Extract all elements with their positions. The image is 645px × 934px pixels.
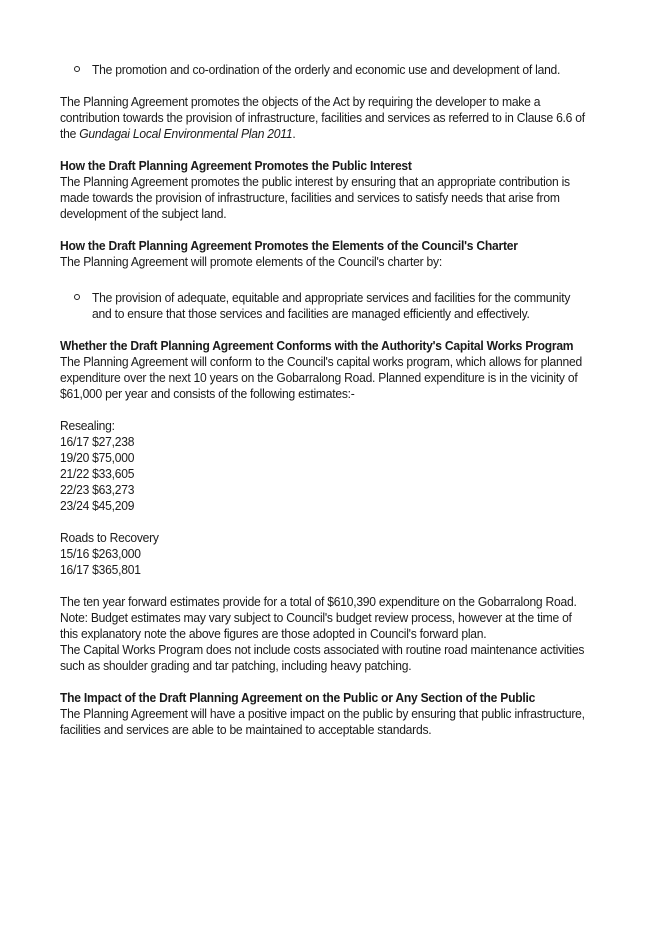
paragraph-line: The Capital Works Program does not include costs associated with routine road maintenance activities (60, 643, 585, 657)
list-label: Roads to Recovery (60, 531, 159, 545)
text-fragment: the (60, 127, 80, 141)
paragraph-line: $61,000 per year and consists of the following estimates:- (60, 387, 355, 401)
paragraph-line (60, 126, 574, 142)
bullet-text (92, 62, 580, 78)
list-item: 15/16 $263,000 (60, 547, 141, 561)
bullet-icon (74, 66, 80, 72)
list-item: 16/17 $27,238 (60, 435, 135, 449)
paragraph-line: The Planning Agreement promotes the objects of the Act by requiring the developer to make a (60, 95, 541, 109)
bullet-line: The promotion and co-ordination of the orderly and economic use and development of land. (92, 63, 561, 77)
roads-to-recovery-list (60, 530, 595, 578)
paragraph-line: contribution towards the provision of infrastructure, facilities and services as referred to in Clause 6.6 of (60, 111, 585, 125)
impact-section (60, 690, 595, 738)
resealing-list (60, 418, 595, 514)
paragraph-line: expenditure over the next 10 years on the Gobarralong Road. Planned expenditure is in the vicinity of (60, 371, 578, 385)
bullet-line: and to ensure that those services and facilities are managed efficiently and effectively. (92, 307, 530, 321)
section-heading: Whether the Draft Planning Agreement Conforms with the Authority's Capital Works Program (60, 339, 574, 353)
text-fragment: . (292, 127, 296, 141)
objects-paragraph (60, 94, 595, 142)
section-heading: How the Draft Planning Agreement Promotes the Elements of the Council's Charter (60, 239, 518, 253)
public-interest-section (60, 158, 595, 222)
paragraph-line: The Planning Agreement will promote elements of the Council's charter by: (60, 255, 442, 269)
paragraph-line: such as shoulder grading and tar patching, including heavy patching. (60, 659, 412, 673)
bullet-line: The provision of adequate, equitable and appropriate services and facilities for the community (92, 291, 571, 305)
bullet-icon (74, 294, 80, 300)
capital-works-section (60, 338, 595, 402)
list-item: 21/22 $33,605 (60, 467, 135, 481)
paragraph-line: facilities and services are able to be maintained to acceptable standards. (60, 723, 432, 737)
charter-section (60, 238, 595, 270)
list-item: 19/20 $75,000 (60, 451, 135, 465)
paragraph-line: development of the subject land. (60, 207, 227, 221)
paragraph-line: The Planning Agreement promotes the public interest by ensuring that an appropriate contribution is (60, 175, 570, 189)
paragraph-line: made towards the provision of infrastructure, facilities and services to satisfy needs that arise from (60, 191, 560, 205)
list-item: 22/23 $63,273 (60, 483, 135, 497)
paragraph-line: The ten year forward estimates provide for a total of $610,390 expenditure on the Gobarralong Road. (60, 595, 577, 609)
paragraph-line: The Planning Agreement will conform to the Council's capital works program, which allows for planned (60, 355, 582, 369)
section-heading: How the Draft Planning Agreement Promotes the Public Interest (60, 159, 412, 173)
list-item: 16/17 $365,801 (60, 563, 141, 577)
list-label: Resealing: (60, 419, 115, 433)
list-item: 23/24 $45,209 (60, 499, 135, 513)
section-heading: The Impact of the Draft Planning Agreement on the Public or Any Section of the Public (60, 691, 536, 705)
forward-estimates-paragraph (60, 594, 595, 674)
paragraph-line: this explanatory note the above figures are those adopted in Council's forward plan. (60, 627, 487, 641)
paragraph-line: Note: Budget estimates may vary subject to Council's budget review process, however at the time of (60, 611, 572, 625)
paragraph-line: The Planning Agreement will have a positive impact on the public by ensuring that public infrastructure, (60, 707, 585, 721)
lep-title: Gundagai Local Environmental Plan 2011 (79, 127, 293, 141)
bullet-text (92, 290, 590, 322)
